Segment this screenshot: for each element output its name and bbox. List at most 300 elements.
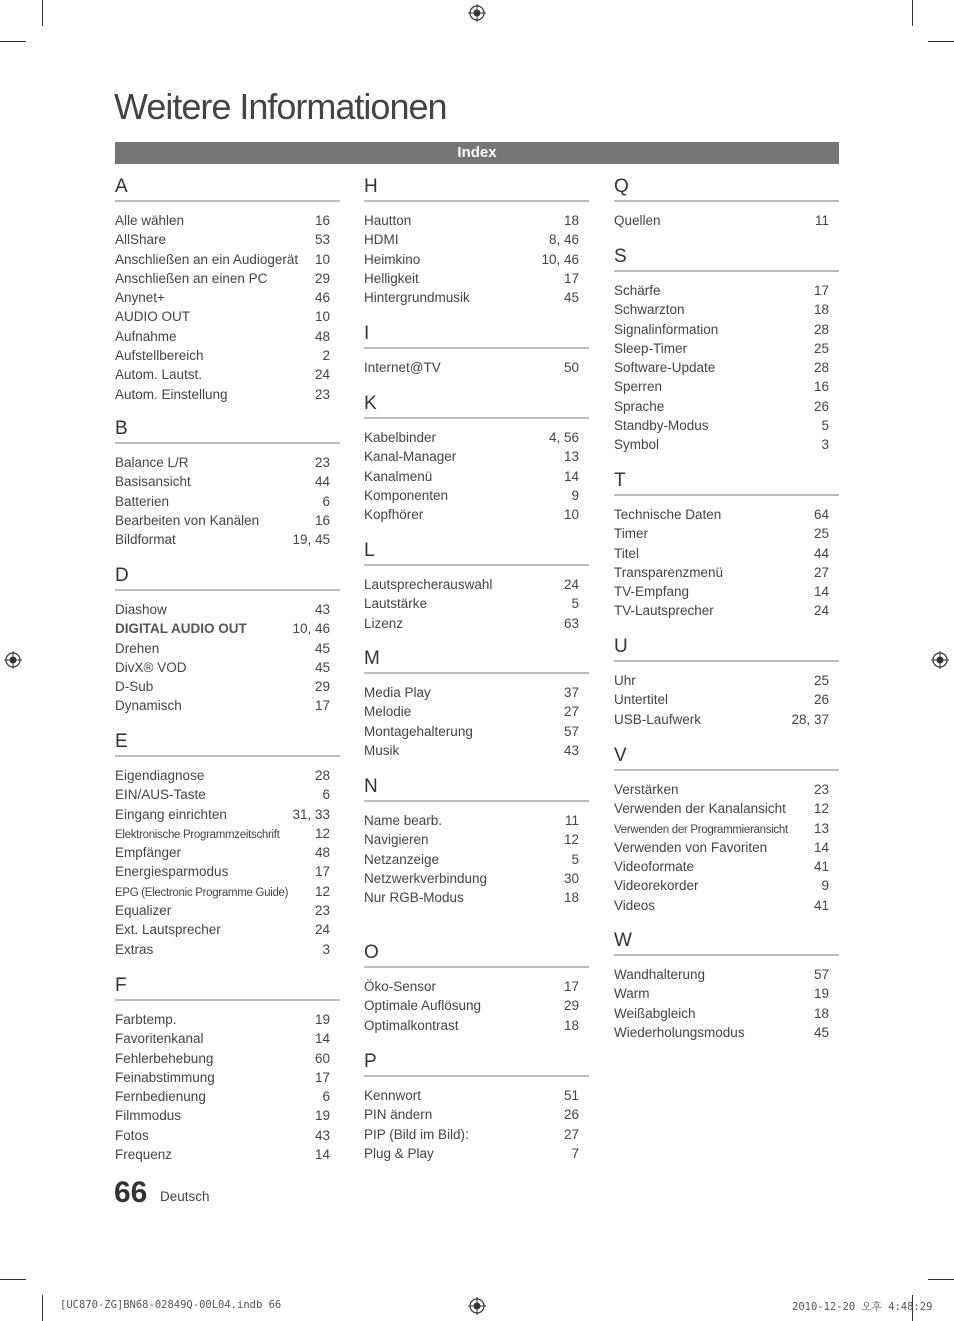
entry-term: Fehlerbehebung	[115, 1050, 214, 1066]
entry-term: PIP (Bild im Bild):	[364, 1126, 469, 1142]
entry-term: Optimalkontrast	[364, 1017, 459, 1033]
entry-term: Navigieren	[364, 832, 429, 848]
entry-term: Videos	[614, 897, 656, 913]
index-section-f	[115, 975, 340, 1164]
entry-pages: 13	[563, 449, 579, 465]
entry-pages: 19	[314, 1108, 330, 1124]
crop-mark	[42, 1295, 43, 1321]
entry-pages: 17	[314, 1069, 330, 1085]
entry-list	[364, 211, 589, 307]
entry-term: TV-Lautsprecher	[614, 603, 714, 619]
entry-pages: 11	[814, 213, 829, 228]
entry-pages: 28, 37	[791, 711, 829, 727]
entry-pages: 48	[314, 328, 330, 344]
entry-list	[364, 358, 589, 377]
entry-pages: 12	[813, 801, 829, 817]
entry-pages: 43	[314, 1127, 330, 1143]
entry-pages: 28	[314, 768, 330, 783]
index-entry	[364, 811, 589, 830]
entry-term: Feinabstimmung	[115, 1069, 215, 1085]
index-entry	[115, 1145, 340, 1164]
entry-term: Equalizer	[115, 903, 172, 919]
entry-pages: 6	[322, 1089, 330, 1105]
entry-pages: 10	[563, 507, 579, 523]
entry-pages: 19	[314, 1012, 330, 1027]
entry-term: Plug & Play	[364, 1145, 434, 1161]
entry-pages: 11	[564, 813, 579, 828]
entry-list	[115, 600, 340, 716]
entry-pages: 23	[314, 386, 330, 402]
entry-term: Öko-Sensor	[364, 979, 437, 994]
entry-term: Fernbedienung	[115, 1089, 206, 1105]
entry-list	[115, 766, 340, 959]
section-letter: T	[614, 470, 839, 496]
registration-mark-icon	[468, 4, 486, 22]
index-entry	[115, 862, 340, 881]
index-entry	[364, 996, 589, 1015]
footer-file-info: [UC870-ZG]BN68-02849Q-00L04.indb 66	[60, 1299, 282, 1311]
section-letter: S	[614, 246, 839, 272]
entry-term: Energiesparmodus	[115, 864, 229, 880]
entry-term: Eigendiagnose	[115, 768, 205, 783]
section-letter: A	[115, 176, 340, 202]
registration-mark-icon	[4, 651, 22, 669]
entry-pages: 25	[813, 673, 829, 688]
index-entry	[115, 824, 340, 843]
entry-term: Heimkino	[364, 251, 421, 267]
index-entry	[364, 1144, 589, 1163]
entry-term: Titel	[614, 545, 640, 561]
section-letter: H	[364, 176, 589, 202]
index-entry	[364, 1016, 589, 1035]
index-section-d	[115, 565, 340, 716]
entry-term: Warm	[614, 986, 650, 1002]
index-entry	[614, 838, 839, 857]
index-entry	[115, 307, 340, 326]
entry-term: Media Play	[364, 685, 431, 700]
index-section-e	[115, 731, 340, 959]
entry-pages: 3	[821, 437, 829, 453]
entry-pages: 13	[813, 820, 829, 836]
entry-pages: 45	[813, 1024, 829, 1040]
index-entry	[614, 710, 839, 729]
entry-term: Extras	[115, 941, 154, 957]
entry-term: Signalinformation	[614, 321, 719, 337]
section-letter: P	[364, 1051, 589, 1077]
index-entry	[364, 869, 589, 888]
entry-term: DIGITAL AUDIO OUT	[115, 621, 247, 637]
entry-term: Melodie	[364, 704, 412, 720]
index-entry	[614, 582, 839, 601]
entry-pages: 6	[322, 787, 330, 803]
entry-pages: 64	[813, 507, 829, 522]
entry-term: Bearbeiten von Kanälen	[115, 512, 260, 528]
entry-pages: 14	[563, 468, 579, 484]
entry-term: Lizenz	[364, 615, 404, 631]
index-entry	[115, 696, 340, 715]
entry-term: Anschließen an einen PC	[115, 270, 268, 286]
index-entry	[115, 658, 340, 677]
entry-term: Kanalmenü	[364, 468, 433, 484]
entry-term: PIN ändern	[364, 1107, 433, 1123]
index-entry	[115, 1010, 340, 1029]
index-section-l	[364, 540, 589, 633]
index-entry	[115, 1126, 340, 1145]
entry-pages: 7	[571, 1145, 579, 1161]
entry-term: Software-Update	[614, 360, 716, 376]
index-entry	[364, 428, 589, 447]
index-entry	[115, 492, 340, 511]
section-letter: D	[115, 565, 340, 591]
entry-list	[364, 683, 589, 760]
index-entry	[115, 472, 340, 491]
entry-pages: 14	[314, 1147, 330, 1163]
entry-list	[364, 811, 589, 907]
index-section-k	[364, 393, 589, 524]
entry-pages: 41	[813, 859, 829, 875]
index-entry	[364, 230, 589, 249]
entry-term: Internet@TV	[364, 360, 441, 375]
entry-list	[614, 211, 839, 230]
entry-pages: 10, 46	[292, 621, 330, 637]
entry-term: Untertitel	[614, 692, 669, 708]
index-entry	[115, 211, 340, 230]
entry-term: Fotos	[115, 1127, 149, 1143]
entry-pages: 18	[563, 1017, 579, 1033]
entry-pages: 9	[571, 487, 579, 503]
entry-list	[614, 281, 839, 455]
entry-pages: 8, 46	[548, 232, 579, 248]
index-entry	[115, 639, 340, 658]
section-letter: U	[614, 636, 839, 662]
entry-term: Optimale Auflösung	[364, 998, 482, 1014]
entry-pages: 51	[563, 1088, 579, 1103]
entry-term: Aufnahme	[115, 328, 177, 344]
page-title: Weitere Informationen	[114, 86, 447, 127]
index-entry	[614, 563, 839, 582]
entry-pages: 53	[314, 232, 330, 248]
index-section-q	[614, 176, 839, 230]
entry-pages: 45	[314, 640, 330, 656]
entry-term: Hintergrundmusik	[364, 290, 470, 306]
index-entry	[614, 397, 839, 416]
entry-term: Netzanzeige	[364, 851, 440, 867]
index-entry	[364, 977, 589, 996]
entry-pages: 5	[571, 596, 579, 612]
entry-pages: 10	[314, 251, 330, 267]
index-entry	[364, 505, 589, 524]
index-entry	[614, 1004, 839, 1023]
entry-pages: 5	[571, 851, 579, 867]
index-entry	[614, 300, 839, 319]
index-entry	[115, 1029, 340, 1048]
entry-term: Lautsprecherauswahl	[364, 577, 493, 592]
entry-term: Lautstärke	[364, 596, 428, 612]
index-section-p	[364, 1051, 589, 1163]
entry-term: Timer	[614, 526, 648, 542]
entry-term: Schwarzton	[614, 302, 685, 318]
entry-term: Aufstellbereich	[115, 348, 204, 364]
entry-term: EPG (Electronic Programme Guide)	[115, 886, 289, 899]
entry-term: Verwenden von Favoriten	[614, 839, 768, 855]
index-entry	[115, 230, 340, 249]
entry-term: AUDIO OUT	[115, 309, 191, 325]
entry-pages: 28	[813, 360, 829, 376]
entry-term: HDMI	[364, 232, 399, 248]
entry-term: Ext. Lautsprecher	[115, 922, 221, 938]
footer-timestamp: 2010-12-20 오후 4:48:29	[792, 1301, 933, 1313]
entry-term: Quellen	[614, 213, 661, 228]
entry-pages: 2	[322, 348, 330, 364]
entry-term: Wandhalterung	[614, 967, 706, 982]
page-language: Deutsch	[160, 1189, 210, 1204]
section-letter: O	[364, 942, 589, 968]
index-entry	[364, 741, 589, 760]
index-entry	[364, 211, 589, 230]
entry-term: Farbtemp.	[115, 1012, 177, 1027]
entry-pages: 18	[563, 890, 579, 906]
index-entry	[614, 857, 839, 876]
index-entry	[614, 358, 839, 377]
index-entry	[115, 1049, 340, 1068]
crop-mark	[928, 1279, 954, 1280]
index-section-s	[614, 246, 839, 455]
entry-pages: 3	[322, 941, 330, 957]
entry-term: Kanal-Manager	[364, 449, 457, 465]
entry-term: Kopfhörer	[364, 507, 424, 523]
registration-mark-icon	[468, 1297, 486, 1315]
index-entry	[614, 524, 839, 543]
entry-pages: 12	[314, 825, 330, 841]
entry-pages: 29	[314, 270, 330, 286]
index-entry	[115, 385, 340, 404]
index-entry	[364, 269, 589, 288]
entry-pages: 57	[563, 723, 579, 739]
section-letter: Q	[614, 176, 839, 202]
index-entry	[614, 435, 839, 454]
index-section-t	[614, 470, 839, 621]
crop-mark	[0, 41, 26, 42]
entry-pages: 23	[314, 455, 330, 470]
entry-pages: 14	[813, 584, 829, 600]
index-entry	[614, 965, 839, 984]
entry-term: USB-Laufwerk	[614, 711, 702, 727]
entry-pages: 17	[314, 864, 330, 880]
index-entry	[614, 601, 839, 620]
entry-list	[364, 1086, 589, 1163]
entry-pages: 27	[813, 564, 829, 580]
index-entry	[614, 984, 839, 1003]
entry-pages: 41	[813, 897, 829, 913]
entry-pages: 63	[563, 615, 579, 631]
index-entry	[115, 882, 340, 901]
entry-term: Helligkeit	[364, 270, 419, 286]
entry-term: Frequenz	[115, 1147, 173, 1163]
index-entry	[364, 447, 589, 466]
entry-term: DivX® VOD	[115, 659, 187, 675]
index-entry	[614, 281, 839, 300]
index-section-n	[364, 776, 589, 907]
index-entry	[115, 288, 340, 307]
entry-term: Hautton	[364, 213, 412, 228]
entry-list	[614, 505, 839, 621]
entry-term: Technische Daten	[614, 507, 722, 522]
index-entry	[614, 876, 839, 895]
section-letter: I	[364, 323, 589, 349]
entry-list	[115, 453, 340, 549]
index-entry	[364, 830, 589, 849]
entry-term: Komponenten	[364, 487, 449, 503]
index-entry	[364, 288, 589, 307]
entry-term: Drehen	[115, 640, 160, 656]
index-section-h	[364, 176, 589, 307]
index-entry	[115, 327, 340, 346]
index-entry	[115, 365, 340, 384]
entry-pages: 12	[563, 832, 579, 848]
index-entry	[614, 819, 839, 838]
entry-pages: 26	[813, 398, 829, 414]
index-entry	[364, 575, 589, 594]
entry-pages: 19	[813, 986, 829, 1002]
entry-pages: 18	[813, 302, 829, 318]
entry-term: Autom. Einstellung	[115, 386, 228, 402]
index-entry	[614, 211, 839, 230]
entry-term: TV-Empfang	[614, 584, 690, 600]
entry-term: Sleep-Timer	[614, 340, 688, 356]
entry-term: Anschließen an ein Audiogerät	[115, 251, 299, 267]
entry-pages: 25	[813, 340, 829, 356]
section-letter: B	[115, 418, 340, 444]
entry-term: Name bearb.	[364, 813, 443, 828]
index-entry	[364, 850, 589, 869]
entry-pages: 12	[314, 883, 330, 899]
index-entry	[614, 1023, 839, 1042]
entry-pages: 28	[813, 321, 829, 337]
entry-pages: 30	[563, 870, 579, 886]
index-entry	[614, 416, 839, 435]
index-entry	[115, 453, 340, 472]
entry-term: Sprache	[614, 398, 665, 414]
entry-term: EIN/AUS-Taste	[115, 787, 206, 803]
entry-pages: 27	[563, 704, 579, 720]
index-section-v	[614, 745, 839, 915]
entry-term: Standby-Modus	[614, 418, 709, 434]
section-letter: W	[614, 930, 839, 956]
entry-term: Bildformat	[115, 532, 176, 548]
crop-mark	[912, 0, 913, 26]
entry-term: AllShare	[115, 232, 167, 248]
index-entry	[364, 486, 589, 505]
entry-term: Kennwort	[364, 1088, 422, 1103]
entry-term: Diashow	[115, 602, 167, 617]
entry-list	[115, 211, 340, 404]
entry-pages: 5	[821, 418, 829, 434]
entry-pages: 37	[563, 685, 579, 700]
entry-pages: 60	[314, 1050, 330, 1066]
index-entry	[614, 671, 839, 690]
entry-term: Nur RGB-Modus	[364, 890, 464, 906]
entry-term: Schärfe	[614, 283, 661, 298]
entry-pages: 10	[314, 309, 330, 325]
index-entry	[364, 1125, 589, 1144]
index-entry	[115, 511, 340, 530]
entry-pages: 24	[314, 367, 330, 383]
index-entry	[614, 339, 839, 358]
entry-pages: 24	[813, 603, 829, 619]
entry-pages: 50	[563, 360, 579, 375]
entry-term: Transparenzmenü	[614, 564, 724, 580]
section-letter: V	[614, 745, 839, 771]
entry-term: Empfänger	[115, 845, 182, 861]
entry-term: Dynamisch	[115, 698, 182, 714]
index-entry	[364, 594, 589, 613]
index-entry	[364, 702, 589, 721]
entry-term: Favoritenkanal	[115, 1031, 204, 1047]
index-entry	[115, 600, 340, 619]
index-entry	[115, 346, 340, 365]
entry-list	[364, 428, 589, 524]
entry-term: Batterien	[115, 493, 170, 509]
entry-pages: 29	[314, 679, 330, 695]
index-entry	[364, 1086, 589, 1105]
index-entry	[364, 358, 589, 377]
entry-pages: 44	[314, 474, 330, 490]
registration-mark-icon	[931, 651, 949, 669]
entry-term: Musik	[364, 742, 400, 758]
index-entry	[115, 766, 340, 785]
entry-pages: 44	[813, 545, 829, 561]
crop-mark	[928, 41, 954, 42]
entry-list	[364, 977, 589, 1035]
entry-term: Symbol	[614, 437, 660, 453]
entry-list	[614, 671, 839, 729]
entry-pages: 17	[563, 270, 579, 286]
entry-pages: 9	[821, 878, 829, 894]
entry-term: Kabelbinder	[364, 430, 437, 445]
entry-pages: 43	[314, 602, 330, 617]
entry-pages: 18	[563, 213, 579, 228]
index-entry	[115, 677, 340, 696]
index-entry	[614, 799, 839, 818]
entry-pages: 10, 46	[541, 251, 579, 267]
index-entry	[364, 1105, 589, 1124]
index-entry	[364, 614, 589, 633]
entry-pages: 4, 56	[548, 430, 579, 445]
index-entry	[614, 377, 839, 396]
index-entry	[614, 896, 839, 915]
crop-mark	[42, 0, 43, 26]
entry-term: Wiederholungsmodus	[614, 1024, 745, 1040]
entry-pages: 45	[314, 659, 330, 675]
entry-term: Elektronische Programmzeitschrift	[115, 828, 280, 841]
index-entry	[614, 505, 839, 524]
index-entry	[364, 683, 589, 702]
index-entry	[364, 722, 589, 741]
entry-pages: 23	[813, 782, 829, 797]
entry-list	[364, 575, 589, 633]
index-entry	[115, 843, 340, 862]
entry-term: Uhr	[614, 673, 636, 688]
entry-pages: 17	[314, 698, 330, 714]
index-entry	[115, 250, 340, 269]
entry-term: Anynet+	[115, 290, 165, 306]
entry-pages: 17	[813, 283, 829, 298]
entry-pages: 6	[322, 493, 330, 509]
index-section-u	[614, 636, 839, 729]
index-section-i	[364, 323, 589, 377]
entry-pages: 18	[813, 1005, 829, 1021]
entry-pages: 16	[314, 512, 330, 528]
